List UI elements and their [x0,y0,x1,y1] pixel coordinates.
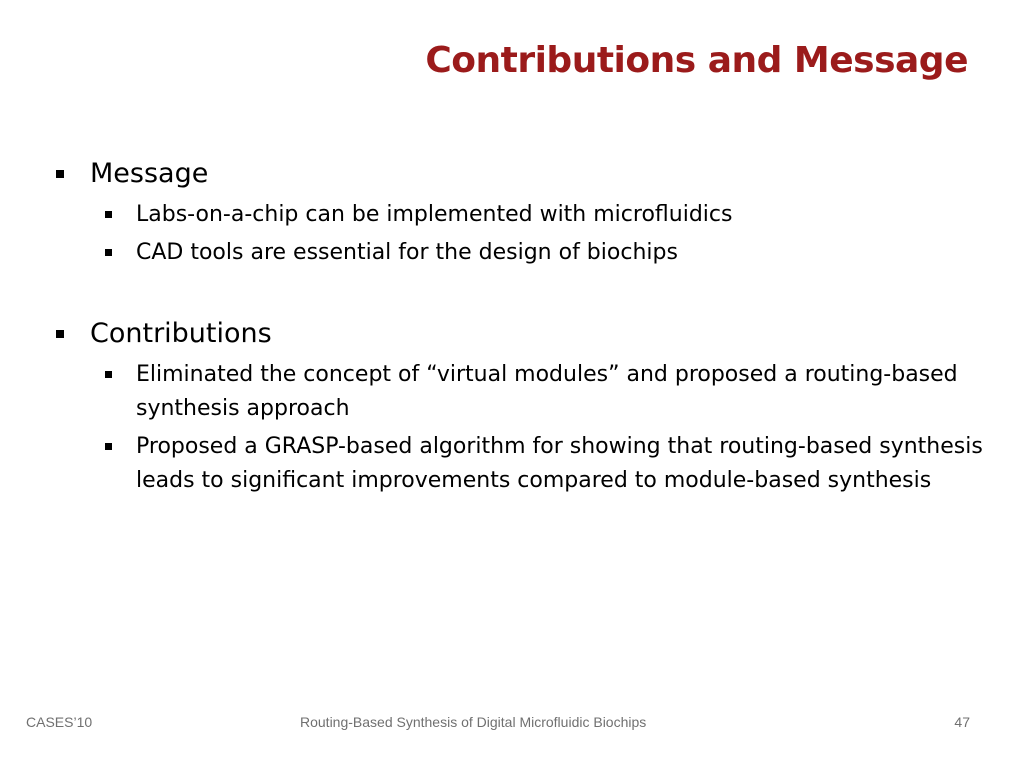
square-bullet-icon [56,170,64,178]
square-bullet-icon [105,211,112,218]
bullet-item-message [54,156,984,192]
sub-bullet-list [54,198,984,270]
slide-number: 47 [954,714,970,730]
slide-title: Contributions and Message [425,40,968,81]
sub-bullet-item [54,198,984,232]
footer-conference: CASES’10 [26,714,93,730]
sub-bullet-item [54,358,984,426]
sub-bullet-text: Proposed a GRASP-based algorithm for showing that routing-based synthesis leads to significant improvements compared to module-based synthesis [136,434,983,493]
slide-body [54,156,984,544]
section-contributions [54,316,984,498]
square-bullet-icon [105,371,112,378]
sub-bullet-text: Labs-on-a-chip can be implemented with microfluidics [136,202,733,227]
bullet-heading: Message [90,158,209,189]
bullet-heading: Contributions [90,318,272,349]
square-bullet-icon [105,249,112,256]
square-bullet-icon [105,443,112,450]
sub-bullet-text: CAD tools are essential for the design of biochips [136,240,678,265]
sub-bullet-text: Eliminated the concept of “virtual modules” and proposed a routing-based synthesis approach [136,362,958,421]
sub-bullet-item [54,430,984,498]
section-message [54,156,984,270]
sub-bullet-item [54,236,984,270]
footer-presentation-title: Routing-Based Synthesis of Digital Microfluidic Biochips [300,714,647,730]
sub-bullet-list [54,358,984,498]
bullet-item-contributions [54,316,984,352]
square-bullet-icon [56,330,64,338]
